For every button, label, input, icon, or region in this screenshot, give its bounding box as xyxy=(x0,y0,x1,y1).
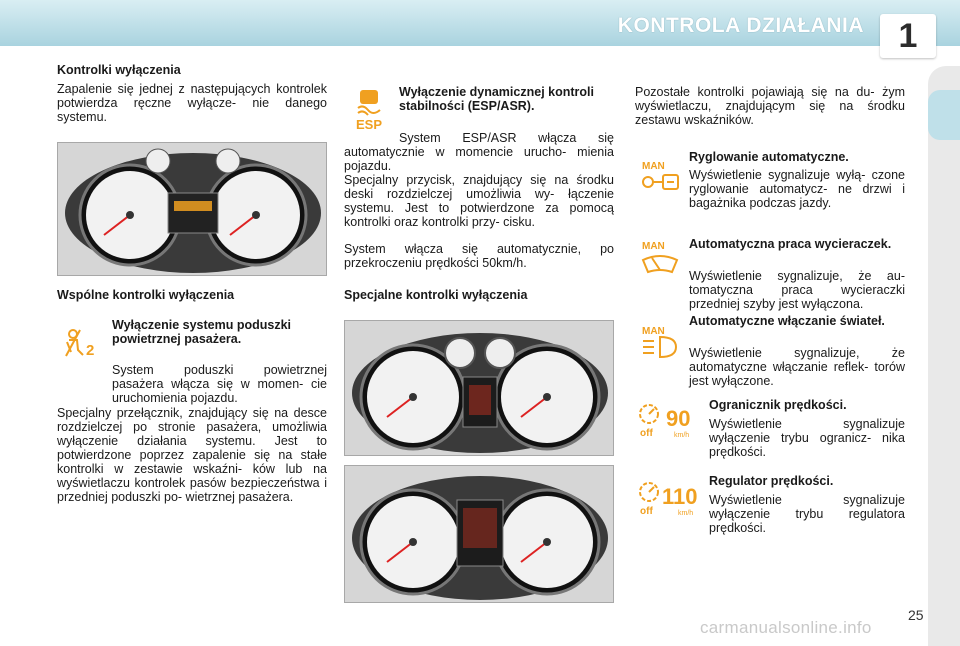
instrument-cluster-drawing-3 xyxy=(345,466,614,603)
svg-text:MAN: MAN xyxy=(642,241,665,252)
svg-text:90: 90 xyxy=(666,406,691,431)
svg-text:110: 110 xyxy=(662,484,698,509)
intro-paragraph: Zapalenie się jednej z następujących kontrolek potwierdza ręczne wyłącze- nie danego systemu. xyxy=(57,82,327,124)
esp-text-3: System włącza się automatycznie, po przekroczeniu prędkości 50km/h. xyxy=(344,242,614,270)
page-number: 25 xyxy=(908,607,924,623)
cluster-caption-special: Specjalne kontrolki wyłączenia xyxy=(344,288,528,302)
svg-text:off: off xyxy=(640,506,653,517)
svg-text:2: 2 xyxy=(86,342,95,358)
airbag-off-icon xyxy=(64,328,100,358)
auto-lights-off-icon xyxy=(640,325,680,361)
svg-text:ESP: ESP xyxy=(355,117,383,132)
svg-text:km/h: km/h xyxy=(678,510,694,517)
svg-text:km/h: km/h xyxy=(674,432,690,439)
speed-limiter-off-icon xyxy=(638,400,698,440)
instrument-cluster-drawing-2 xyxy=(345,321,614,456)
instrument-cluster-image-2 xyxy=(344,320,614,456)
airbag-title: Wyłączenie systemu poduszki powietrznej pasażera. xyxy=(112,318,291,346)
instrument-cluster-drawing xyxy=(58,143,327,276)
svg-text:MAN: MAN xyxy=(642,161,665,172)
cruise-control-title: Regulator prędkości. xyxy=(709,474,834,488)
cruise-control-off-icon xyxy=(638,478,700,518)
speed-limiter-title: Ogranicznik prędkości. xyxy=(709,398,847,412)
cruise-control-text: Wyświetlenie sygnalizuje wyłączenie trybu regulatora prędkości. xyxy=(709,493,905,535)
auto-lock-text: Wyświetlenie sygnalizuje wyłą- czone ryglowanie automatycz- ne drzwi i bagażnika podczas jazdy. xyxy=(689,168,905,210)
col3-intro-paragraph: Pozostałe kontrolki pojawiają się na du- żym wyświetlaczu, znajdującym się na środku zestawu wskaźników. xyxy=(635,85,905,127)
auto-lock-off-icon xyxy=(640,160,680,192)
auto-lights-title: Automatyczne włączanie świateł. xyxy=(689,314,885,328)
section-heading: Kontrolki wyłączenia xyxy=(57,63,181,77)
page-title: KONTROLA DZIAŁANIA xyxy=(617,14,864,37)
instrument-cluster-image xyxy=(57,142,327,276)
watermark: carmanualsonline.info xyxy=(700,618,872,637)
chapter-side-tab-active xyxy=(928,90,960,140)
auto-wiper-text: Wyświetlenie sygnalizuje, że au- tomatyczna praca wycieraczki przedniej szyby jest wyłączona. xyxy=(689,269,905,311)
auto-lock-title: Ryglowanie automatyczne. xyxy=(689,150,849,164)
esp-text-2: Specjalny przycisk, znajdujący się na środku deski rozdzielczej umożliwia wy- łączenie systemu. Jest to potwierdzone za pomocą kontrolki oraz kontrolki przy- cisku. xyxy=(344,173,614,229)
speed-limiter-text: Wyświetlenie sygnalizuje wyłączenie trybu ogranicz- nika prędkości. xyxy=(709,417,905,459)
chapter-number: 1 xyxy=(880,14,936,58)
esp-title: Wyłączenie dynamicznej kontroli stabilności (ESP/ASR). xyxy=(399,85,594,113)
cluster-caption-common: Wspólne kontrolki wyłączenia xyxy=(57,288,235,302)
auto-wiper-off-icon xyxy=(640,240,680,276)
airbag-text: System poduszki powietrznej pasażera włącza się w momen- cie uruchomienia pojazdu. xyxy=(112,363,327,405)
esp-text-1: System ESP/ASR włącza się automatycznie w momencie urucho- mienia pojazdu. xyxy=(344,131,614,173)
chapter-side-tab xyxy=(928,66,960,646)
esp-off-icon xyxy=(354,88,384,132)
auto-wiper-title: Automatyczna praca wycieraczek. xyxy=(689,237,892,251)
airbag-extra-paragraph: Specjalny przełącznik, znajdujący się na desce rozdzielczej po stronie pasażera, umożliwia wyłączenie działania systemu. Jest to potwierdzone poprzez zapalenie się na stałe kontrolki w zestawie wskaźni- ków lub na wyświetlaczu kontrolek pasów bezpieczeństwa i przedniej poduszki po- wietrznej pasażera. xyxy=(57,406,327,504)
svg-text:MAN: MAN xyxy=(642,326,665,337)
instrument-cluster-image-3 xyxy=(344,465,614,603)
auto-lights-text: Wyświetlenie sygnalizuje, że automatyczne włączanie reflek- torów jest wyłączone. xyxy=(689,346,905,388)
svg-text:off: off xyxy=(640,428,653,439)
